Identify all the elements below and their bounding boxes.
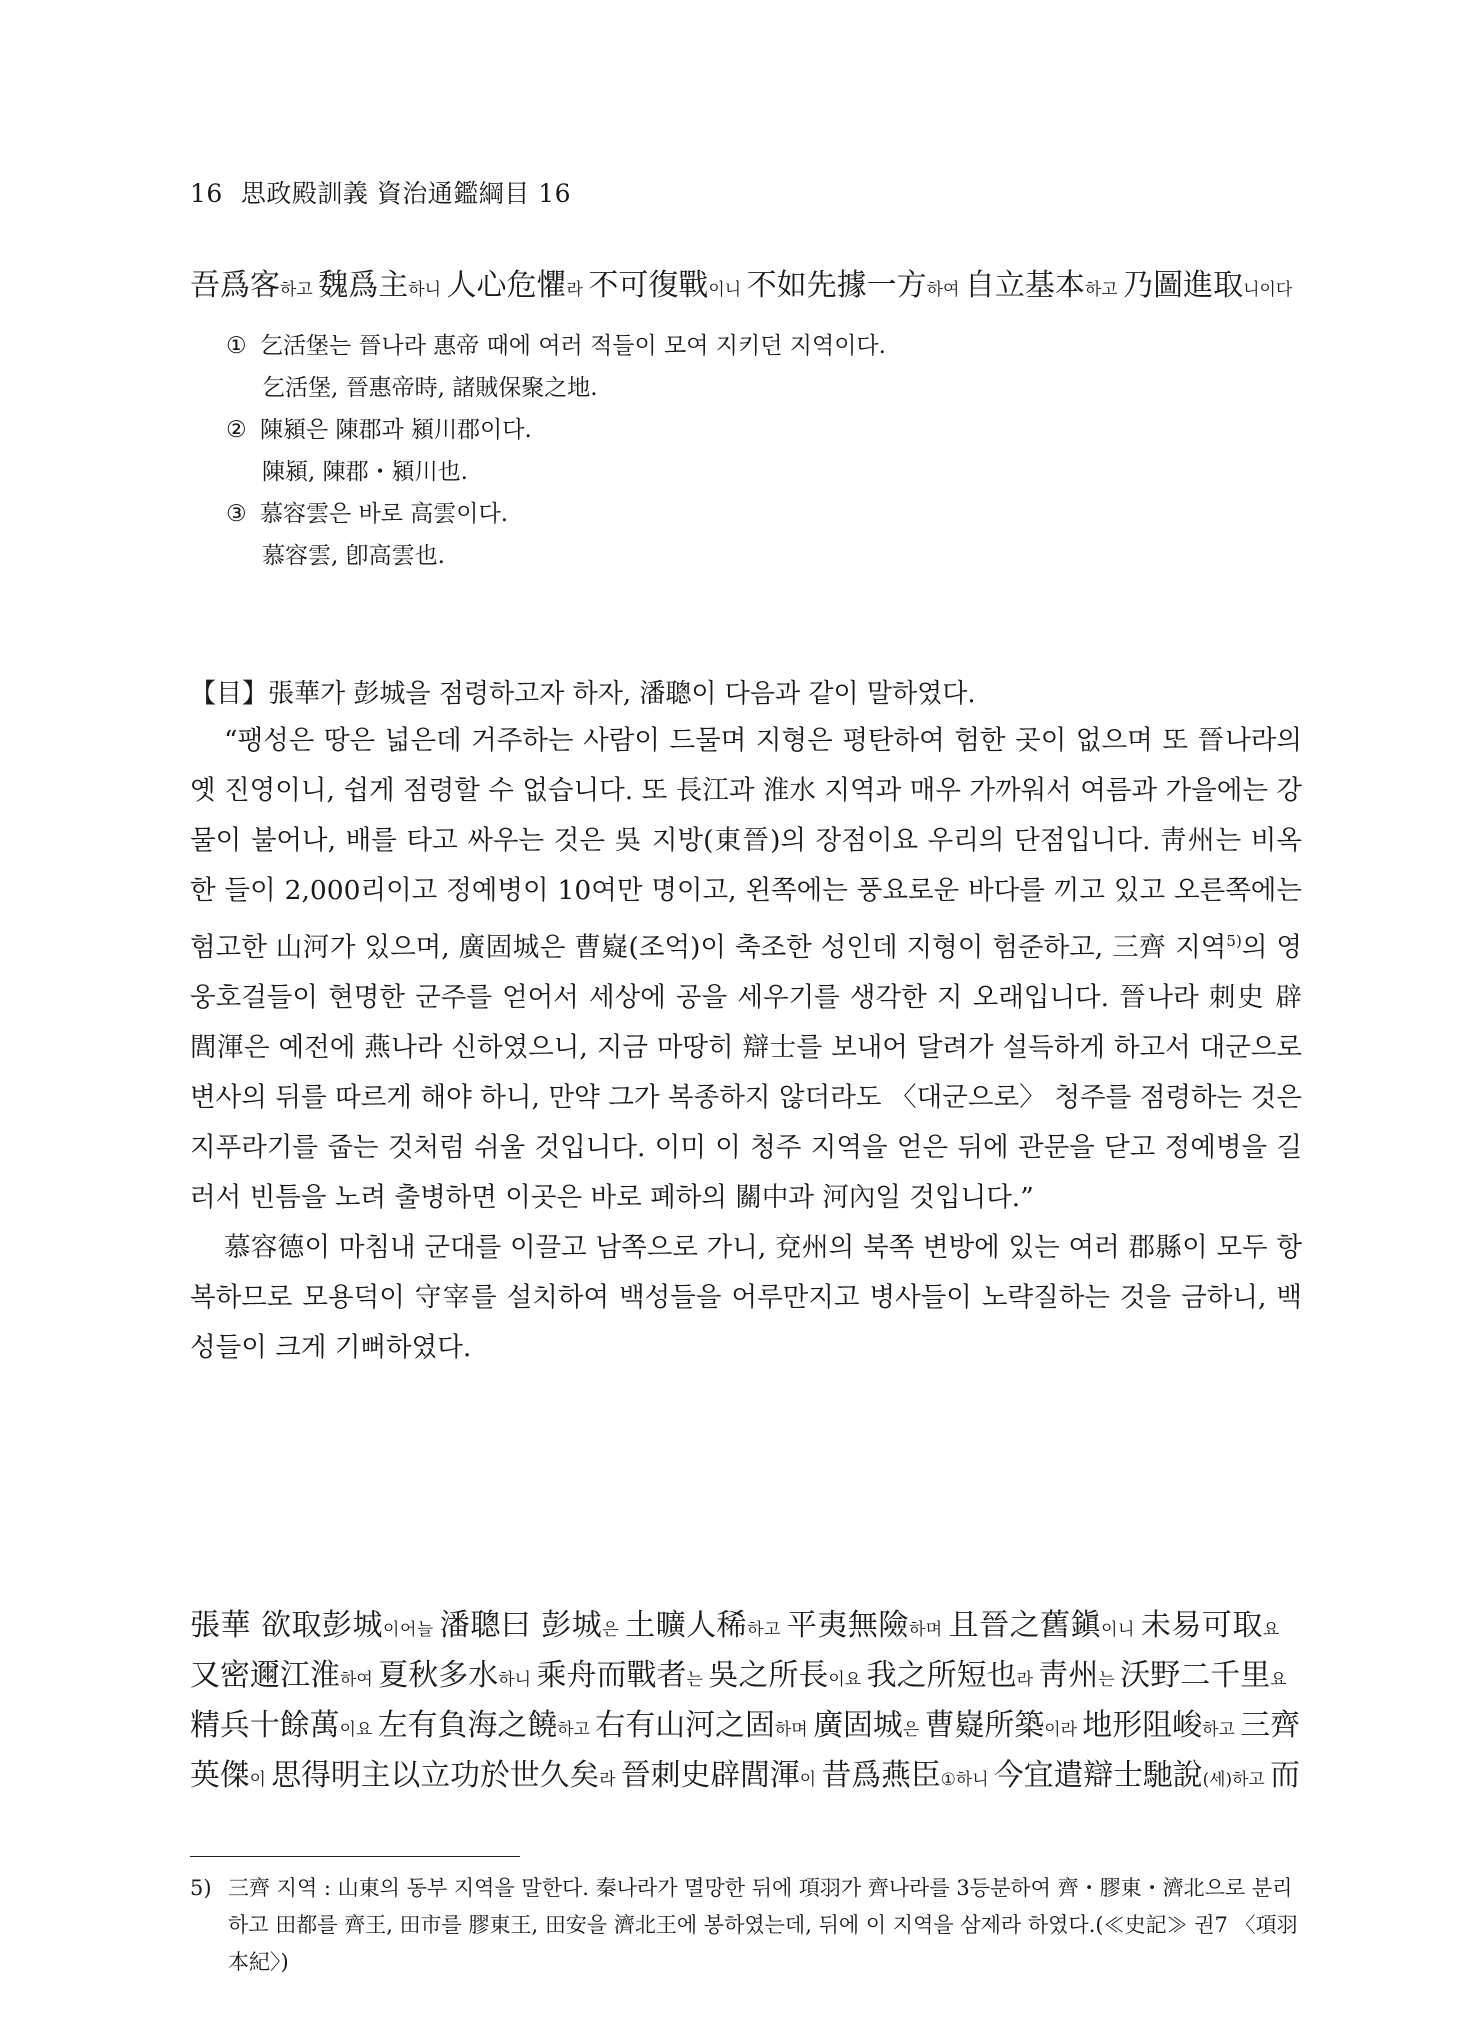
hanmun-text: 廣固城 (813, 1708, 903, 1743)
hanmun-text: 不如先據一方 (746, 268, 927, 303)
footnote (190, 1870, 1302, 1981)
mok-heading (190, 672, 1302, 716)
paragraph-narrative: 慕容德이 마침내 군대를 이끌고 남쪽으로 가니, 兗州의 북쪽 변방에 있는 여러 郡縣이 모두 항복하므로 모용덕이 守宰를 설치하여 백성들을 어루만지고 병사들이 노략질하는 것을 금하니, 백성들이 크게 기뻐하였다. (190, 1231, 1302, 1363)
note-item-3: ③ 慕容雲은 바로 高雲이다. (226, 501, 509, 527)
hanmun-text: 魏爲主 (318, 268, 409, 303)
running-header (190, 174, 571, 210)
hangul-particle: 하니 (498, 1670, 537, 1690)
hanmun-text: 夏秋多水 (378, 1658, 499, 1693)
hanmun-text: 地形阻峻 (1082, 1708, 1203, 1743)
hangul-particle: 요 (1262, 1620, 1280, 1640)
hanmun-text: 右有山河之固 (595, 1708, 775, 1743)
hangul-particle: 하고 (747, 1620, 787, 1640)
hangul-particle: 하여 (926, 280, 965, 300)
hangul-particle: 이어늘 (383, 1620, 440, 1640)
translation-body (190, 716, 1302, 1373)
hangul-particle: 라 (599, 1770, 621, 1790)
footnote-divider (190, 1856, 520, 1857)
hangul-particle: 하니 (408, 280, 447, 300)
hanmun-text: 思得明主以立功於世久矣 (271, 1758, 600, 1793)
hanmun-text: 靑州 (1038, 1658, 1099, 1693)
book-title: 思政殿訓義 資治通鑑綱目 16 (240, 179, 572, 208)
note-item-1: ① 乞活堡는 晉나라 惠帝 때에 여러 적들이 모여 지키던 지역이다. (226, 333, 886, 359)
hangul-particle: 라 (1016, 1670, 1039, 1690)
mok-line: 張華가 彭城을 점령하고자 하자, 潘聰이 다음과 같이 말하였다. (268, 679, 976, 709)
hangul-particle: 라 (566, 280, 589, 300)
hanmun-text: 精兵十餘萬 (190, 1708, 340, 1743)
hanmun-text: 又密邇江淮 (190, 1658, 340, 1693)
hangul-particle: 하여 (340, 1670, 379, 1690)
hanmun-text: 左有負海之饒 (377, 1708, 558, 1743)
hanmun-text: 吾爲客 (190, 268, 280, 303)
hangul-particle: 하고 (1084, 280, 1124, 300)
hanmun-text: 不可復戰 (588, 268, 709, 303)
hanmun-text: 人心危懼 (446, 268, 567, 303)
hanmun-text: 吳之所長 (708, 1658, 829, 1693)
hangul-particle: 이니 (708, 280, 747, 300)
hanmun-text: 三齊 (1240, 1708, 1301, 1743)
note-source-2: 陳潁, 陳郡・潁川也. (262, 459, 468, 485)
hangul-particle: 하고 (557, 1720, 596, 1740)
hangul-particle: ① (940, 1770, 956, 1790)
hanmun-text: 且晉之舊鎭 (948, 1608, 1102, 1643)
hanmun-text: 晉刺史辟閭渾 (620, 1758, 800, 1793)
hanmun-text: 沃野二千里 (1120, 1658, 1271, 1693)
hangul-particle: (세) (1202, 1770, 1233, 1790)
hangul-particle: 하며 (774, 1720, 814, 1740)
hanmun-text: 今宜遣辯士馳說 (993, 1758, 1203, 1793)
hangul-particle: 이요 (339, 1720, 378, 1740)
hangul-particle: 니이다 (1243, 280, 1293, 300)
footnote-ref: 5) (1226, 932, 1242, 950)
hanmun-text: 未易可取 (1140, 1608, 1263, 1643)
hanmun-text: 自立基本 (964, 268, 1085, 303)
hangul-particle: 는 (1098, 1670, 1121, 1690)
footnote-text: 三齊 지역 : 山東의 동부 지역을 말한다. 秦나라가 멸망한 뒤에 項羽가 齊나라를 3등분하여 齊・膠東・濟北으로 분리하고 田都를 齊王, 田市를 膠東王, 田安을 濟北王에 봉하였는데, 뒤에 이 지역을 삼제라 하였다.(≪史記≫ 권7 〈項羽本紀〉) (228, 1876, 1298, 1974)
hanmun-text: 我之所短也 (866, 1658, 1017, 1693)
hanmun-text: 而 (1270, 1758, 1300, 1793)
hanmun-text: 張華 欲取彭城 (190, 1608, 384, 1643)
hangul-particle: 는 (686, 1670, 709, 1690)
hanmun-text: 乃圖進取 (1123, 268, 1244, 303)
hangul-particle: 이라 (1044, 1720, 1083, 1740)
mok-label: 【目】 (190, 679, 269, 709)
hangul-particle: 하니 (955, 1770, 994, 1790)
hangul-particle: 요 (1270, 1670, 1287, 1690)
hanmun-line-top (190, 260, 1300, 304)
hangul-particle: 하고 (1232, 1770, 1271, 1790)
hangul-particle: 은 (902, 1720, 925, 1740)
footnote-label: 5) (190, 1876, 212, 1900)
hanmun-line-3 (190, 1700, 1301, 1744)
hangul-particle: 이 (249, 1770, 272, 1790)
hangul-particle: 하고 (280, 280, 319, 300)
hanmun-text: 土曠人稀 (625, 1608, 748, 1643)
hangul-particle: 이요 (828, 1670, 867, 1690)
page-number: 16 (190, 179, 223, 208)
note-source-3: 慕容雲, 卽高雲也. (262, 543, 445, 569)
hanmun-line-2 (190, 1650, 1300, 1694)
note-source-1: 乞活堡, 晉惠帝時, 諸賊保聚之地. (262, 375, 598, 401)
hanmun-text: 曹嶷所築 (924, 1708, 1045, 1743)
hanmun-text: 英傑 (190, 1758, 250, 1793)
hanmun-line-4 (190, 1750, 1300, 1794)
hanmun-text: 潘聰曰 彭城 (439, 1608, 603, 1643)
hanmun-text: 乘舟而戰者 (536, 1658, 687, 1693)
annotation-notes (226, 325, 886, 577)
hangul-particle: 하며 (908, 1620, 949, 1640)
hangul-particle: 이 (799, 1770, 822, 1790)
paragraph-speech: “팽성은 땅은 넓은데 거주하는 사람이 드물며 지형은 평탄하여 험한 곳이 없으며 또 晉나라의 옛 진영이니, 쉽게 점령할 수 없습니다. 또 長江과 淮水 지역과 매우 가까워서 여름과 가을에는 강물이 불어나, 배를 타고 싸우는 것은 吳 지방(東晉)의 장점이요 우리의 단점입니다. 靑州는 비옥한 들이 2,000리이고 정예병이 10여만 명이고, 왼쪽에는 풍요로운 바다를 끼고 있고 오른쪽에는 험고한 山河가 있으며, 廣固城은 曹嶷(조억)이 축조한 성인데 지형이 험준하고, 三齊 지역$^{5)}$의 영웅호걸들이 현명한 군주를 얻어서 세상에 공을 세우기를 생각한 지 오래입니다. 晉나라 刺史 辟閭渾은 예전에 燕나라 신하였으니, 지금 마땅히 辯士를 보내어 달려가 설득하게 하고서 대군으로 변사의 뒤를 따르게 해야 하니, 만약 그가 복종하지 않더라도 〈대군으로〉 청주를 점령하는 것은 지푸라기를 줍는 것처럼 쉬울 것입니다. 이미 이 청주 지역을 얻은 뒤에 관문을 닫고 정예병을 길러서 빈틈을 노려 출병하면 이곳은 바로 폐하의 關中과 河內일 것입니다.” (190, 725, 1302, 1213)
note-item-2: ② 陳潁은 陳郡과 潁川郡이다. (226, 417, 532, 443)
hangul-particle: 은 (602, 1620, 626, 1640)
hangul-particle: 이니 (1101, 1620, 1141, 1640)
hanmun-text: 平夷無險 (786, 1608, 909, 1643)
hanmun-text: 昔爲燕臣 (821, 1758, 941, 1793)
hangul-particle: 하고 (1202, 1720, 1241, 1740)
hanmun-line-1 (190, 1600, 1300, 1644)
